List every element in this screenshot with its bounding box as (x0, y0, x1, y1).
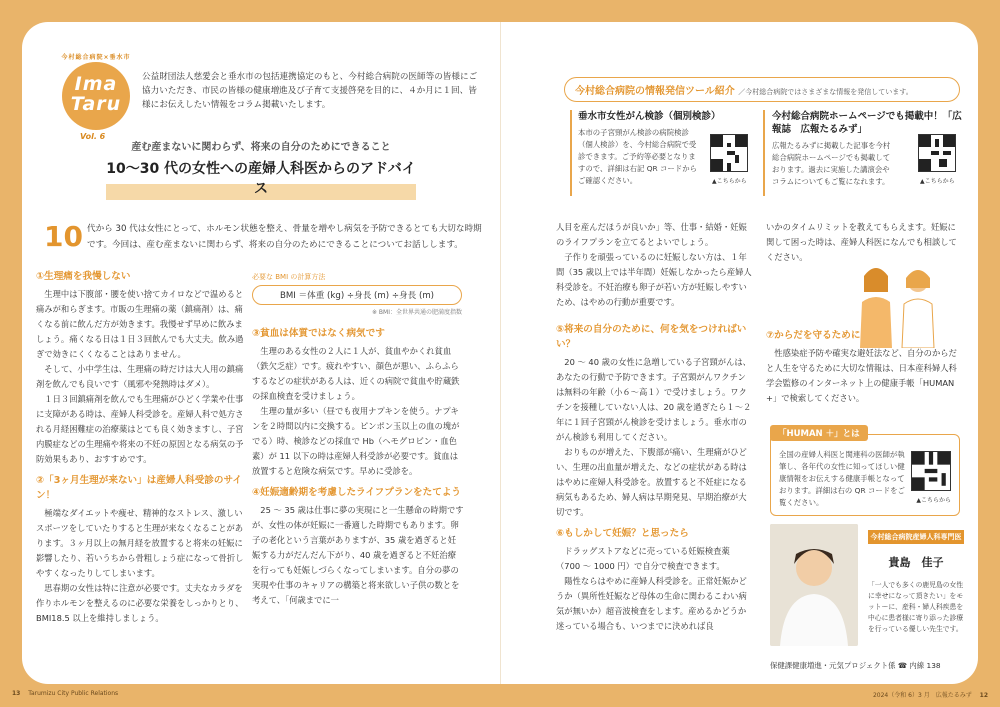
human-plus-box (770, 429, 960, 516)
section-1-p1: 生理中は下腹部・腰を使い捨てカイロなどで温めると痛みが和らぎます。市販の生理痛の薬（鎮痛剤）は、痛くなる前に飲んだ方が効きます。我慢せず早めに飲みましょう。痛くなる日は１日３回飲んでも大丈夫。飲み過ぎで効きにくくなることはありません。 (36, 289, 244, 359)
section-1-p3: １日３回鎮痛剤を飲んでも生理痛がひどく学業や仕事に支障がある時は、産婦人科受診を。産婦人科で処方される月経困難症の治療薬はとても良く効きますし、子宮内膜症などの生理痛や将来の不妊の原因となる病気の予防効果もあり、おすすめです。 (36, 394, 244, 464)
section-4-heading: ④妊娠適齢期を考慮したライフプランをたてよう (252, 487, 462, 498)
badge-arc-text: 今村総合病院×垂水市 (61, 54, 131, 61)
card1-qr-label: ▲こちらから (712, 178, 747, 185)
section-3-p2: 生理の量が多い（昼でも夜用ナプキンを使う。ナプキンを２時間以内に交換する。ピンポン玉以上の血の塊がでる）時、検診などの採血で Hb（ヘモグロビン・血色素）が 11 以下の時は産婦人科受診が必要です。貧血は放置すると危険な病気です。早めに受診を。 (252, 406, 460, 476)
section-7-p1: 性感染症予防や確実な避妊法など、自分のからだと人生を守るために大切な情報は、日本産科婦人科学会監修のインターネット上の健康手帳「HUMAN +」で検索してください。 (766, 348, 957, 403)
bmi-formula-box (252, 272, 462, 316)
qr-code-icon[interactable] (911, 451, 951, 491)
website-card (772, 110, 962, 188)
article-title: 10～30 代の女性への産婦人科医からのアドバイス (106, 158, 416, 200)
left-column-1 (36, 263, 244, 626)
intro-text: 公益財団法人慈愛会と垂水市の包括連携協定のもと、今村総合病院の医師等の皆様にご協力いただき、市民の皆様の健康増進及び子育て支援啓発を目的に、４か月に１回、皆様にお伝えしたい情報をコラム掲載いたします。 (142, 72, 478, 110)
section-5-heading: ⑤将来の自分のために、何を気をつければいい？ (556, 324, 747, 350)
human-plus-qr-label: ▲こちらから (916, 497, 951, 504)
card-accent-line (570, 110, 572, 196)
badge-logo (62, 62, 130, 130)
card1-title: 垂水市女性がん検診（個別検診） (578, 111, 721, 122)
lead-text: 代から 30 代は女性にとって、ホルモン状態を整え、骨量を増やし病気を予防できるとても大切な時期です。今回は、産む産まないに関わらず、将来の自分のためにできることについてお話しします。 (86, 224, 482, 250)
article-subtitle: 産む産まないに関わらず、将来の自分のためにできること (131, 142, 391, 153)
contact-info: 保健課健康増進・元気プロジェクト係 ☎ 内線 138 (770, 661, 941, 670)
section-4-p1: 25 ～ 35 歳は仕事に夢の実現にと一生懸命の時期ですが、女性の体が妊娠に一番適した時期でもあります。卵子の老化という言葉がありますが、35 歳を過ぎると妊娠する力がだんだん下がり、40 歳を過ぎると不妊治療を行っても妊娠しづらくなってしまいます。自分の夢の実現や仕事のキャリアの構築と将来欲しい子供の数とを考えて、「何歳までに一 (252, 505, 464, 605)
left-page-number: 13 (12, 690, 21, 697)
doctor-quote: 「一人でも多くの鹿児島の女性に幸せになって頂きたい」をモットーに、産科・婦人科疾患を中心に患者様に寄り添った診療を行っている優しい先生です。 (868, 581, 964, 633)
card2-title: 今村総合病院ホームページでも掲載中！「広報誌 広報たるみず」 (772, 111, 962, 135)
doctor-photo (770, 524, 858, 646)
right-column-3 (766, 322, 964, 406)
badge-line1: Ima (74, 73, 118, 95)
page-divider (500, 22, 501, 684)
card2-body: 広報たるみずに掲載した記事を今村総合病院ホームページでも掲載しております。過去に実施した講演会やコラムについてもご覧になれます。 (772, 141, 891, 186)
doctor-title: 今村総合病院産婦人科専門医 (868, 530, 964, 544)
doctor-name: 貴島 佳子 (888, 556, 944, 569)
qr-code-icon[interactable] (710, 134, 748, 172)
section-6-heading: ⑥もしかして妊娠？と思ったら (556, 528, 689, 539)
human-plus-text: 全国の産婦人科医と関連科の医師が執筆し、各年代の女性に知ってほしい健康情報をお伝えする健康手帳となっております。詳細は右の QR コードをご覧ください。 (779, 450, 905, 507)
qr-code-icon[interactable] (918, 134, 956, 172)
bmi-note: ※ BMI：全世界共通の肥満度指数 (372, 309, 462, 316)
cancer-screening-card (578, 110, 768, 187)
section-6-p1: ドラッグストアなどに売っている妊娠検査薬（700 ～ 1000 円）で自分で検査できます。 (556, 546, 730, 571)
section-1-heading: ①生理痛を我慢しない (36, 271, 131, 282)
left-column-2 (252, 320, 464, 608)
card1-body: 本市の子宮頸がん検診の病院検診（個人検診）を、今村総合病院で受診できます。ご予約等必要となりますので、詳細は右記 QR コードからご確認ください。 (578, 128, 697, 185)
panel-subtitle: ／今村総合病院ではさまざまな情報を発信しています。 (738, 88, 913, 96)
badge-line2: Taru (70, 93, 122, 115)
info-tools-panel-title (564, 77, 960, 102)
magazine-spread (22, 22, 978, 684)
right-column-1 (556, 220, 752, 634)
right-footer-text: 2024（令和 6）3 月 広報たるみず (872, 692, 972, 699)
left-page-footer (12, 690, 118, 697)
card2-qr-label: ▲こちらから (920, 178, 955, 185)
lead-number: 10 (44, 220, 83, 253)
section-3-p1: 生理のある女性の２人に１人が、貧血やかくれ貧血（鉄欠乏症）です。疲れやすい、顔色が悪い、ふらふらするなどの症状がある人は、近くの病院で貧血や貯蔵鉄の採血検査を受けましょう。 (252, 346, 460, 401)
left-footer-text: Tarumizu City Public Relations (28, 690, 119, 697)
section-4-cont-p1: 人目を産んだほうが良いか」等、仕事・結婚・妊娠のライフプランを立てるとよいでしょう。 (556, 222, 747, 247)
section-2-p2: 思春期の女性は特に注意が必要です。丈夫なカラダを作りホルモンを整えるのに必要な栄養をしっかりとり、BMI18.5 以上を維持しましょう。 (36, 583, 244, 623)
section-3-heading: ③貧血は体質ではなく病気です (252, 328, 385, 339)
human-plus-tag: 「HUMAN ＋」とは (770, 425, 868, 441)
panel-title: 今村総合病院の情報発信ツール紹介 (575, 86, 735, 97)
right-page-footer (873, 690, 988, 699)
right-column-2 (766, 220, 964, 265)
bmi-label: 必要な BMI の計算方法 (252, 273, 326, 281)
doctor-profile (770, 524, 966, 652)
section-7-heading: ⑦からだを守るために (766, 330, 861, 341)
bmi-formula: BMI ＝体重 (kg) ÷身長 (m) ÷身長 (m) (252, 285, 462, 305)
badge-volume: Vol. 6 (80, 132, 106, 141)
section-1-p2: そして、小中学生は、生理痛の時だけは大人用の鎮痛剤を飲んでも良いです（風邪や発熱時はダメ）。 (36, 364, 244, 389)
right-page-number: 12 (979, 692, 988, 699)
section-5-p2: おりものが増えた、下腹部が痛い、生理痛がひどい、生理の出血量が増えた、などの症状がある時ははやめに産婦人科受診を。放置すると不妊症になる病気もあるため、婦人病は早期発見、早期治療が大切です。 (556, 447, 747, 517)
section-4-cont-p2: 子作りを頑張っているのに妊娠しない方は、１年間（35 歳以上では半年間）妊娠しなかったら産婦人科受診を。不妊治療も卵子が若い方が妊娠しやすいため、はやめの行動が重要です。 (556, 252, 752, 307)
section-5-p1: 20 ～ 40 歳の女性に急増している子宮頸がんは、あなたの行動で予防できます。子宮頸がんワクチンは無料の年齢（小６～高１）で受けましょう。ワクチンを接種していない人は、20 歳を過ぎたら１～２年に１回子宮頸がん検診を受けましょう。垂水市のがん検診も利用してください。 (556, 357, 752, 442)
section-2-heading: ②「3ヶ月生理が来ない」は産婦人科受診のサイン！ (36, 475, 243, 501)
section-6-p2: 陽性ならはやめに産婦人科受診を。正常妊娠かどうか（異所性妊娠など母体の生命に関わるこわい病気が無いか）超音波検査をします。産めるかどうか迷っている場合も、いつまでに決めれば良 (556, 576, 747, 631)
lead-paragraph (44, 221, 484, 253)
section-6-cont-p1: いかのタイムリミットを教えてもらえます。妊娠に関して困った時は、産婦人科医になんでも相談してください。 (766, 222, 957, 262)
section-2-p1: 極端なダイエットや痩せ、精神的なストレス、激しいスポーツをしていたりすると生理が来なくなることがあります。３ヶ月以上の無月経を放置すると将来の妊娠に影響したり、若いうちから骨粗しょう症になって骨折しやすくなったりしてしまいます。 (36, 508, 244, 578)
